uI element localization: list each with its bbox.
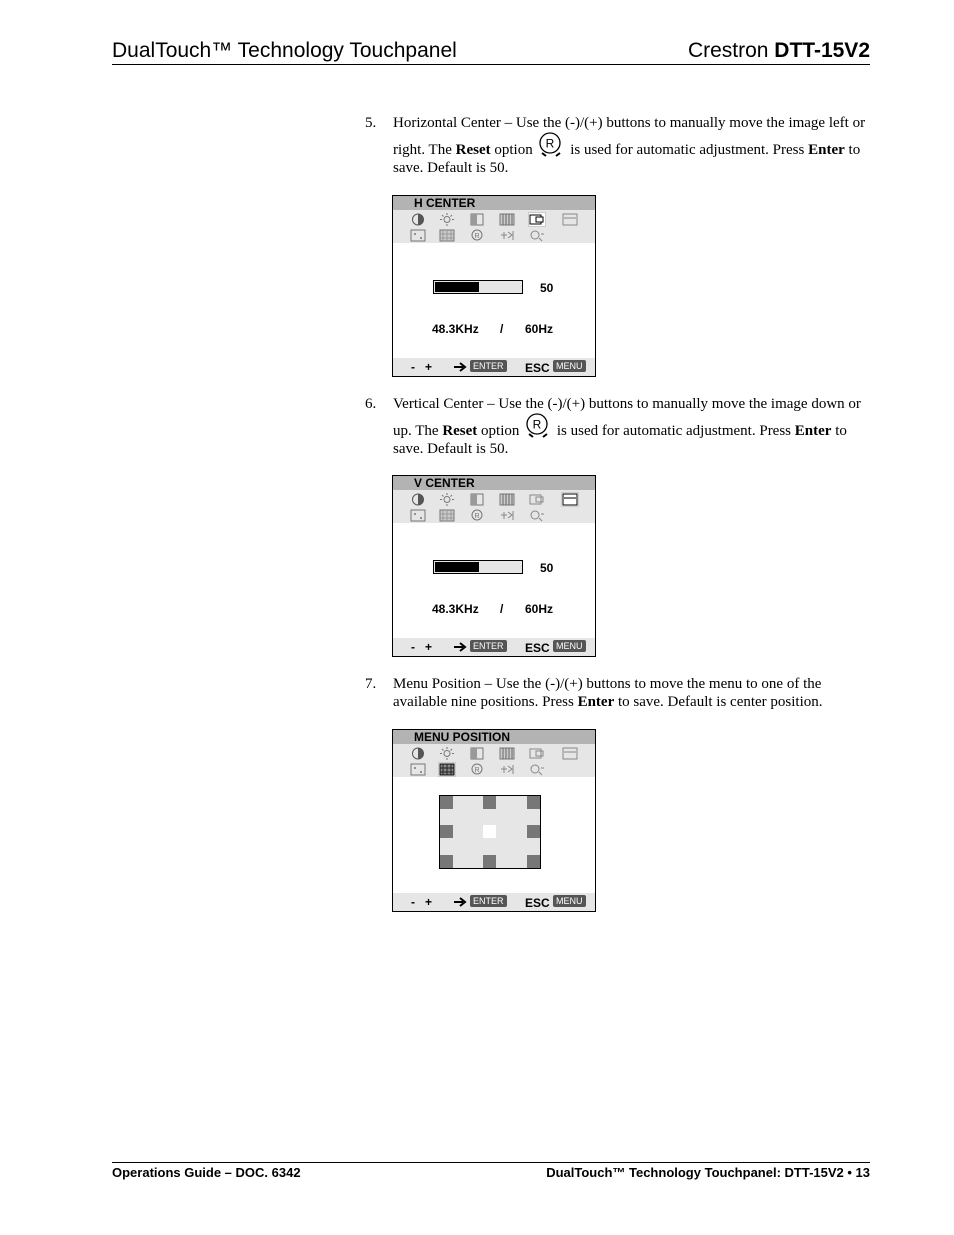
position-bottom-right bbox=[527, 855, 540, 868]
v-center-icon bbox=[562, 747, 578, 760]
position-grid bbox=[439, 795, 541, 869]
osd-footer bbox=[393, 358, 595, 376]
h-center-icon bbox=[529, 213, 545, 226]
position-middle-right bbox=[527, 825, 540, 838]
arrow-right-icon bbox=[454, 362, 468, 372]
osd-h-center bbox=[392, 195, 596, 377]
plus-key: + bbox=[425, 895, 433, 909]
svg-text:R: R bbox=[474, 767, 480, 774]
position-top-center bbox=[483, 796, 496, 809]
contrast-icon bbox=[410, 493, 426, 506]
menu-key: MENU bbox=[553, 895, 586, 907]
color-icon bbox=[469, 747, 485, 760]
footer-doc: Operations Guide – DOC. 6342 bbox=[112, 1165, 301, 1180]
menu-position-icon bbox=[439, 229, 455, 242]
plus-key: + bbox=[425, 360, 433, 374]
minus-key: - bbox=[411, 895, 415, 909]
svg-text:R: R bbox=[546, 136, 555, 151]
position-top-left bbox=[440, 796, 453, 809]
step-number: 5. bbox=[365, 115, 377, 131]
brightness-icon bbox=[439, 213, 455, 226]
arrow-right-icon bbox=[454, 897, 468, 907]
auto-adjust-icon bbox=[410, 763, 426, 776]
position-middle-left bbox=[440, 825, 453, 838]
h-center-icon bbox=[529, 493, 545, 506]
reset-icon bbox=[469, 229, 485, 242]
footer-page: DualTouch™ Technology Touchpanel: DTT-15V2 • 13 bbox=[546, 1165, 870, 1180]
osd-v-center bbox=[392, 475, 596, 657]
v-frequency: 60Hz bbox=[525, 322, 554, 336]
osd-footer bbox=[393, 638, 595, 656]
level-bar bbox=[433, 280, 523, 294]
menu-key: MENU bbox=[553, 640, 586, 652]
osd-title: H CENTER bbox=[393, 196, 595, 210]
header-model: DTT-15V2 bbox=[774, 39, 870, 62]
h-frequency: 48.3KHz bbox=[432, 322, 479, 336]
svg-text:R: R bbox=[532, 417, 542, 432]
freq-separator: / bbox=[500, 322, 504, 336]
position-top-right bbox=[527, 796, 540, 809]
input-icon bbox=[499, 509, 515, 522]
svg-text:R: R bbox=[474, 233, 480, 240]
phase-icon bbox=[499, 493, 515, 506]
osd-icon-bar bbox=[393, 744, 595, 777]
position-bottom-left bbox=[440, 855, 453, 868]
color-icon bbox=[469, 493, 485, 506]
language-icon bbox=[529, 229, 545, 242]
phase-icon bbox=[499, 213, 515, 226]
language-icon bbox=[529, 509, 545, 522]
step-7 bbox=[365, 675, 871, 715]
level-value: 50 bbox=[540, 281, 554, 295]
position-center bbox=[483, 825, 496, 838]
h-frequency: 48.3KHz bbox=[432, 602, 479, 616]
level-fill bbox=[435, 282, 479, 292]
v-center-icon bbox=[562, 493, 578, 506]
step-text: Horizontal Center – Use the (-)/(+) buttons to manually move the image left or right. The Reset option R is used for automatic adjustment. Press Enter to save. Default is 50. bbox=[393, 115, 866, 176]
level-value: 50 bbox=[540, 561, 554, 575]
osd-icon-bar bbox=[393, 210, 595, 243]
level-bar bbox=[433, 560, 523, 574]
osd-icon-bar bbox=[393, 490, 595, 523]
menu-position-icon bbox=[439, 509, 455, 522]
v-frequency: 60Hz bbox=[525, 602, 554, 616]
osd-menu-position bbox=[392, 729, 596, 912]
brightness-icon bbox=[439, 493, 455, 506]
minus-key: - bbox=[411, 640, 415, 654]
minus-key: - bbox=[411, 360, 415, 374]
esc-label: ESC bbox=[525, 361, 550, 375]
phase-icon bbox=[499, 747, 515, 760]
osd-title: V CENTER bbox=[393, 476, 595, 490]
input-icon bbox=[499, 763, 515, 776]
enter-key: ENTER bbox=[470, 640, 507, 652]
step-number: 6. bbox=[365, 396, 377, 412]
input-icon bbox=[499, 229, 515, 242]
header-title: DualTouch™ Technology Touchpanel bbox=[112, 39, 457, 62]
enter-key: ENTER bbox=[470, 360, 507, 372]
reset-icon bbox=[523, 413, 553, 439]
step-number: 7. bbox=[365, 676, 377, 692]
reset-icon bbox=[536, 132, 566, 158]
header-product: Crestron DTT-15V2 bbox=[687, 39, 870, 62]
color-icon bbox=[469, 213, 485, 226]
enter-key: ENTER bbox=[470, 895, 507, 907]
position-bottom-center bbox=[483, 855, 496, 868]
step-text: Menu Position – Use the (-)/(+) buttons to move the menu to one of the available nine positions. Press Enter to save. Default is center position. bbox=[393, 676, 823, 710]
auto-adjust-icon bbox=[410, 229, 426, 242]
page-footer bbox=[112, 1162, 870, 1182]
contrast-icon bbox=[410, 747, 426, 760]
esc-label: ESC bbox=[525, 896, 550, 910]
esc-label: ESC bbox=[525, 641, 550, 655]
menu-position-icon bbox=[439, 763, 455, 776]
language-icon bbox=[529, 763, 545, 776]
step-5 bbox=[365, 114, 871, 174]
osd-title: MENU POSITION bbox=[393, 730, 595, 744]
menu-key: MENU bbox=[553, 360, 586, 372]
page-header bbox=[112, 38, 870, 65]
v-center-icon bbox=[562, 213, 578, 226]
osd-footer bbox=[393, 893, 595, 911]
svg-text:R: R bbox=[474, 513, 480, 520]
brightness-icon bbox=[439, 747, 455, 760]
freq-separator: / bbox=[500, 602, 504, 616]
auto-adjust-icon bbox=[410, 509, 426, 522]
step-text: Vertical Center – Use the (-)/(+) buttons to manually move the image down or up. The Reset option R is used for automatic adjustment. Press Enter to save. Default is 50. bbox=[393, 396, 861, 457]
h-center-icon bbox=[529, 747, 545, 760]
reset-icon bbox=[469, 763, 485, 776]
contrast-icon bbox=[410, 213, 426, 226]
arrow-right-icon bbox=[454, 642, 468, 652]
level-fill bbox=[435, 562, 479, 572]
step-6 bbox=[365, 395, 871, 455]
reset-icon bbox=[469, 509, 485, 522]
plus-key: + bbox=[425, 640, 433, 654]
